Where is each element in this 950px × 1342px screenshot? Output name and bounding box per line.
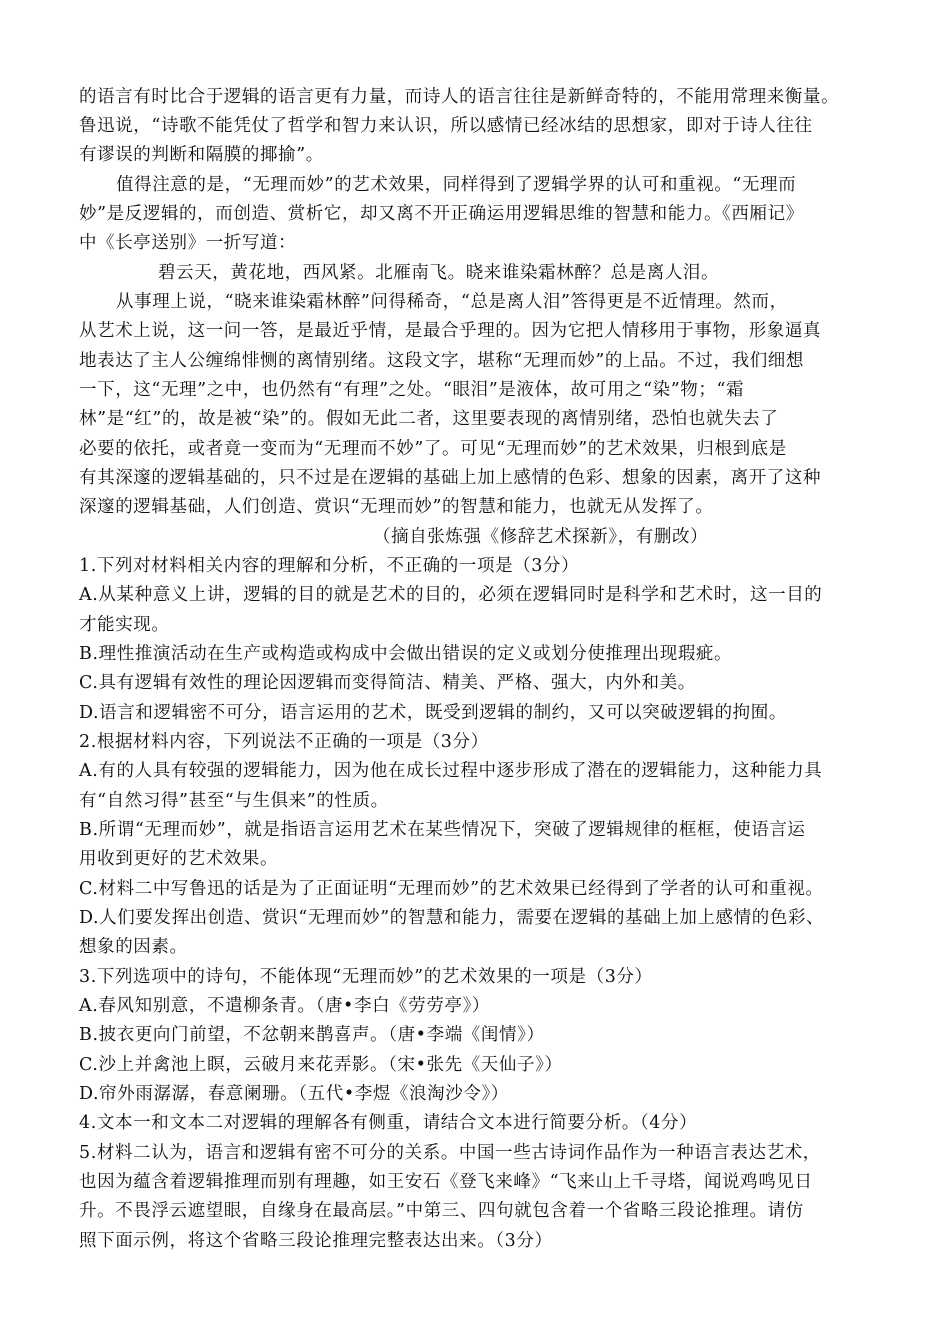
question-5-stem: 5.材料二认为，语言和逻辑有密不可分的关系。中国一些古诗词作品作为一种语言表达艺术， — [79, 1143, 821, 1163]
question-2-option-b: B.所谓“无理而妙”，就是指语言运用艺术在某些情况下，突破了逻辑规律的框框，使语言运 — [79, 820, 806, 840]
passage-line: 从艺术上说，这一问一答，是最近乎情，是最合乎理的。因为它把人情移用于事物，形象逼真 — [79, 321, 822, 341]
question-3-stem: 3.下列选项中的诗句，不能体现“无理而妙”的艺术效果的一项是（3分） — [79, 967, 653, 987]
passage-line: 必要的依托，或者竟一变而为“无理而不妙”了。可见“无理而妙”的艺术效果，归根到底是 — [79, 439, 787, 459]
question-2-option-c: C.材料二中写鲁迅的话是为了正面证明“无理而妙”的艺术效果已经得到了学者的认可和重视。 — [79, 879, 824, 899]
question-5-stem: 照下面示例，将这个省略三段论推理完整表达出来。（3分） — [79, 1231, 553, 1251]
source-citation: （摘自张炼强《修辞艺术探新》，有删改） — [373, 527, 709, 547]
question-2-stem: 2.根据材料内容，下列说法不正确的一项是（3分） — [79, 732, 489, 752]
question-1-stem: 1.下列对材料相关内容的理解和分析，不正确的一项是（3分） — [79, 556, 580, 576]
question-3-option-c: C.沙上并禽池上瞑，云破月来花弄影。（宋•张先《天仙子》） — [79, 1055, 563, 1075]
question-1-option-c: C.具有逻辑有效性的理论因逻辑而变得简洁、精美、严格、强大，内外和美。 — [79, 673, 696, 693]
question-1-option-d: D.语言和逻辑密不可分，语言运用的艺术，既受到逻辑的制约，又可以突破逻辑的拘囿。 — [79, 703, 787, 723]
question-1-option-a: 才能实现。 — [79, 615, 170, 635]
question-2-option-b: 用收到更好的艺术效果。 — [79, 849, 279, 869]
passage-line: 有其深邃的逻辑基础的，只不过是在逻辑的基础上加上感情的色彩、想象的因素，离开了这种 — [79, 468, 822, 488]
question-1-option-b: B.理性推演活动在生产或构造或构成中会做出错误的定义或划分使推理出现瑕疵。 — [79, 644, 733, 664]
question-1-option-a: A.从某种意义上讲，逻辑的目的就是艺术的目的，必须在逻辑同时是科学和艺术时，这一目的 — [79, 585, 823, 605]
passage-line: 鲁迅说，“诗歌不能凭仗了哲学和智力来认识，所以感情已经冰结的思想家，即对于诗人往往 — [79, 116, 813, 136]
question-2-option-a: A.有的人具有较强的逻辑能力，因为他在成长过程中逐步形成了潜在的逻辑能力，这种能力具 — [79, 761, 823, 781]
question-5-stem: 升。不畏浮云遮望眼，自缘身在最高层。”中第三、四句就包含着一个省略三段论推理。请仿 — [79, 1201, 804, 1221]
question-2-option-d: D.人们要发挥出创造、赏识“无理而妙”的智慧和能力，需要在逻辑的基础上加上感情的色彩、 — [79, 908, 825, 928]
passage-line: 地表达了主人公缠绵悱恻的离情别绪。这段文字，堪称“无理而妙”的上品。不过，我们细想 — [79, 351, 804, 371]
passage-line: 有谬误的判断和隔膜的揶揄”。 — [79, 145, 324, 165]
passage-line: 深邃的逻辑基础，人们创造、赏识“无理而妙”的智慧和能力，也就无从发挥了。 — [79, 497, 714, 517]
question-3-option-a: A.春风知别意，不遣柳条青。（唐•李白《劳劳亭》） — [79, 996, 491, 1016]
passage-line: 一下，这“无理”之中，也仍然有“有理”之处。“眼泪”是液体，故可用之“染”物；“霜 — [79, 380, 745, 400]
passage-line: 的语言有时比合于逻辑的语言更有力量，而诗人的语言往往是新鲜奇特的，不能用常理来衡量。 — [79, 87, 840, 107]
question-4-stem: 4.文本一和文本二对逻辑的理解各有侧重，请结合文本进行简要分析。（4分） — [79, 1113, 698, 1133]
passage-line: 中《长亭送别》一折写道： — [79, 233, 297, 253]
quoted-verse: 碧云天，黄花地，西风紧。北雁南飞。晓来谁染霜林醉？总是离人泪。 — [158, 263, 720, 283]
question-2-option-d: 想象的因素。 — [79, 937, 188, 957]
question-3-option-d: D.帘外雨潺潺，春意阑珊。（五代•李煜《浪淘沙令》） — [79, 1084, 509, 1104]
question-5-stem: 也因为蕴含着逻辑推理而别有理趣，如王安石《登飞来峰》“飞来山上千寻塔，闻说鸡鸣见日 — [79, 1172, 813, 1192]
passage-line: 林”是“红”的，故是被“染”的。假如无此二者，这里要表现的离情别绪，恐怕也就失去了 — [79, 409, 779, 429]
passage-line: 从事理上说，“晓来谁染霜林醉”问得稀奇，“总是离人泪”答得更是不近情理。然而， — [116, 292, 788, 312]
question-2-option-a: 有“自然习得”甚至“与生俱来”的性质。 — [79, 791, 389, 811]
passage-line: 值得注意的是，“无理而妙”的艺术效果，同样得到了逻辑学界的认可和重视。“无理而 — [116, 175, 797, 195]
passage-line: 妙”是反逻辑的，而创造、赏析它，却又离不开正确运用逻辑思维的智慧和能力。《西厢记》 — [79, 204, 804, 224]
question-3-option-b: B.披衣更向门前望，不忿朝来鹊喜声。（唐•李端《闺情》） — [79, 1025, 545, 1045]
